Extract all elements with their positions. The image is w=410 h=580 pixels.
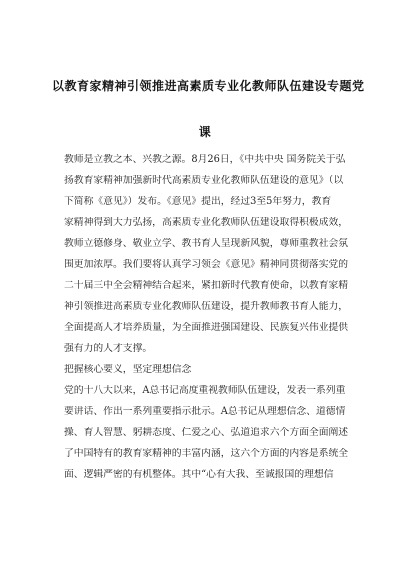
paragraph-2-line: 面、逻辑严密的有机整体。其中“心有大我、至诚报国的理想信 bbox=[64, 469, 334, 480]
paragraph-1-line: 强有力的人才支撑。 bbox=[64, 343, 153, 354]
paragraph-2-line: 要讲话、作出一系列重要指示批示。A总书记从理想信念、道德情 bbox=[64, 406, 346, 417]
document-title-line-2: 课 bbox=[198, 125, 212, 139]
paragraph-2-line: 了中国特有的教育家精神的丰富内涵，这六个方面的内容是系统全 bbox=[64, 448, 349, 459]
section-heading: 把握核心要义，坚定理想信念 bbox=[64, 364, 192, 375]
paragraph-1-line: 围更加浓厚。我们要将认真学习领会《意见》精神同贯彻落实党的 bbox=[64, 259, 349, 270]
paragraph-1-line: 教师立德修身、敬业立学、教书育人呈现新风貌，尊师重教社会氛 bbox=[64, 238, 349, 249]
paragraph-1-line: 二十届三中全会精神结合起来，紧扣新时代教育使命，以教育家精 bbox=[64, 280, 349, 291]
document-title-line-1: 以教育家精神引领推进高素质专业化教师队伍建设专题党 bbox=[52, 79, 365, 93]
paragraph-1-line: 神引领推进高素质专业化教师队伍建设，提升教师教书育人能力， bbox=[64, 301, 349, 312]
paragraph-1-line: 教师是立教之本、兴教之源。8月26日，《中共中央 国务院关于弘 bbox=[64, 154, 346, 165]
paragraph-1-line: 全面提高人才培养质量，为全面推进强国建设、民族复兴伟业提供 bbox=[64, 322, 349, 333]
paragraph-2-line: 党的十八大以来，A总书记高度重视教师队伍建设，发表一系列重 bbox=[64, 385, 346, 396]
paragraph-1-line: 下简称《意见》）发布。《意见》提出，经过3至5年努力，教育 bbox=[64, 196, 332, 207]
paragraph-2-line: 操、育人智慧、躬耕态度、仁爱之心、弘道追求六个方面全面阐述 bbox=[64, 427, 349, 438]
paragraph-1-line: 扬教育家精神加强新时代高素质专业化教师队伍建设的意见》（以 bbox=[64, 175, 344, 186]
paragraph-1-line: 家精神得到大力弘扬，高素质专业化教师队伍建设取得积极成效， bbox=[64, 217, 349, 228]
